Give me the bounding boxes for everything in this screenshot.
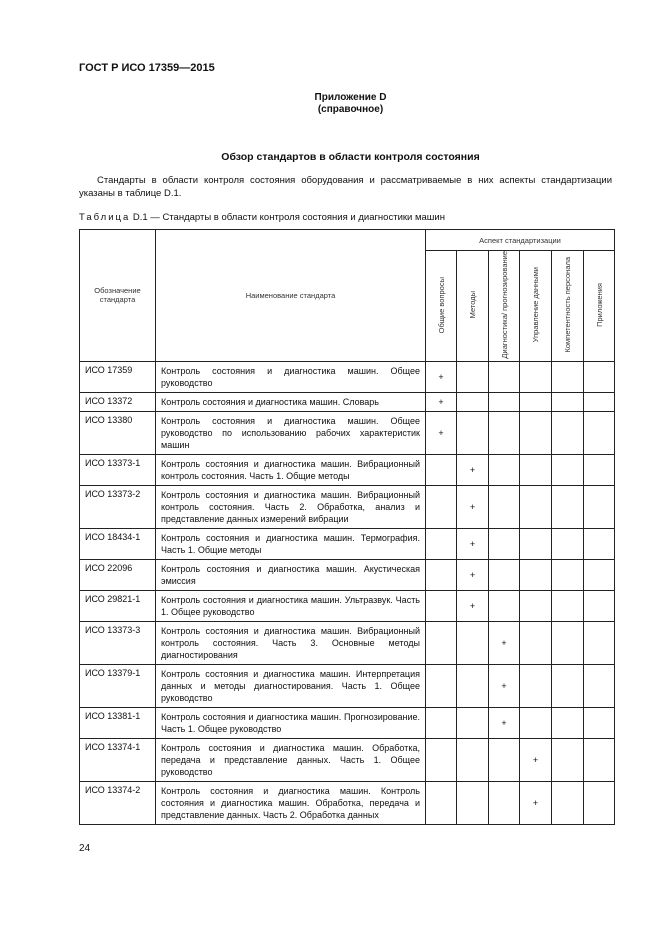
standard-code: ИСО 13381-1: [80, 707, 156, 738]
aspect-cell: [520, 485, 552, 528]
page-number: 24: [79, 843, 91, 854]
aspect-cell: [457, 392, 489, 411]
aspect-label: Приложения: [594, 282, 604, 327]
standard-name: Контроль состояния и диагностика машин. Вибрационный контроль состояния. Часть 2. Обработка, анализ и представление данных измерений вибрации: [156, 485, 426, 528]
aspect-cell: [520, 707, 552, 738]
aspect-cell: [584, 707, 615, 738]
aspect-cell: [552, 664, 584, 707]
caption-text: D.1 — Стандарты в области контроля состояния и диагностики машин: [130, 212, 445, 223]
table-row: [80, 590, 615, 621]
aspect-cell: [552, 590, 584, 621]
aspect-cell: [520, 621, 552, 664]
appendix-heading: [20, 92, 661, 116]
standard-name: Контроль состояния и диагностика машин. Вибрационный контроль состояния. Часть 1. Общие методы: [156, 454, 426, 485]
standard-name: Контроль состояния и диагностика машин. Интерпретация данных и методы диагностирования. Часть 1. Общее руководство: [156, 664, 426, 707]
aspect-cell: [426, 738, 457, 781]
table-row: [80, 781, 615, 824]
aspect-cell: +: [457, 590, 489, 621]
aspect-cell: [552, 361, 584, 392]
table-row: [80, 454, 615, 485]
standard-code: ИСО 13372: [80, 392, 156, 411]
aspect-cell: [584, 590, 615, 621]
standards-table: [79, 229, 615, 825]
aspect-cell: [552, 454, 584, 485]
header-aspect-group: Аспект стандартизации: [426, 230, 615, 251]
aspect-cell: +: [457, 454, 489, 485]
aspect-cell: [457, 707, 489, 738]
document-header: ГОСТ Р ИСО 17359—2015: [79, 62, 215, 74]
aspect-cell: +: [457, 528, 489, 559]
aspect-label: Управление данными: [531, 267, 540, 343]
table-row: [80, 361, 615, 392]
aspect-cell: [489, 738, 520, 781]
aspect-cell: [489, 590, 520, 621]
standard-code: ИСО 13373-2: [80, 485, 156, 528]
aspect-label: Методы: [468, 291, 477, 319]
aspect-cell: [520, 411, 552, 454]
aspect-cell: [552, 707, 584, 738]
aspect-cell: [426, 454, 457, 485]
aspect-cell: [457, 411, 489, 454]
standard-code: ИСО 22096: [80, 559, 156, 590]
standard-name: Контроль состояния и диагностика машин. Общее руководство по использованию рабочих характеристик машин: [156, 411, 426, 454]
header-aspect: [426, 251, 457, 362]
header-aspect: [552, 251, 584, 362]
aspect-cell: [584, 528, 615, 559]
aspect-cell: [489, 454, 520, 485]
standard-code: ИСО 13373-1: [80, 454, 156, 485]
aspect-cell: [552, 738, 584, 781]
standard-code: ИСО 29821-1: [80, 590, 156, 621]
section-title: Обзор стандартов в области контроля состояния: [221, 151, 480, 163]
aspect-cell: +: [489, 707, 520, 738]
appendix-title: Приложение D: [314, 92, 387, 103]
table-row: [80, 485, 615, 528]
aspect-cell: [520, 664, 552, 707]
aspect-cell: +: [457, 485, 489, 528]
aspect-cell: [552, 781, 584, 824]
aspect-cell: [489, 392, 520, 411]
intro-paragraph: Стандарты в области контроля состояния оборудования и рассматриваемые в них аспекты стандартизации указаны в таблице D.1.: [79, 175, 612, 199]
standard-name: Контроль состояния и диагностика машин. Акустическая эмиссия: [156, 559, 426, 590]
aspect-cell: [520, 559, 552, 590]
aspect-cell: [426, 485, 457, 528]
standard-name: Контроль состояния и диагностика машин. Вибрационный контроль состояния. Часть 3. Основные методы диагностирования: [156, 621, 426, 664]
header-code: Обозначение стандарта: [80, 230, 156, 362]
aspect-cell: [489, 528, 520, 559]
standard-name: Контроль состояния и диагностика машин. Контроль состояния и диагностика машин. Обработка, передача и представление данных. Часть 2. Обработка данных: [156, 781, 426, 824]
header-aspect: [584, 251, 615, 362]
standard-name: Контроль состояния и диагностика машин. Ультразвук. Часть 1. Общее руководство: [156, 590, 426, 621]
table-caption: [79, 212, 445, 223]
aspect-cell: [426, 528, 457, 559]
standard-code: ИСО 13379-1: [80, 664, 156, 707]
table-row: [80, 664, 615, 707]
aspect-cell: [426, 664, 457, 707]
standard-code: ИСО 13374-2: [80, 781, 156, 824]
aspect-cell: [584, 664, 615, 707]
table-row: [80, 621, 615, 664]
aspect-cell: [552, 392, 584, 411]
aspect-label: Общие вопросы: [436, 276, 446, 333]
caption-prefix: Таблица: [79, 212, 131, 223]
appendix-subtitle: (справочное): [317, 104, 384, 115]
aspect-cell: [584, 454, 615, 485]
header-aspect: [489, 251, 520, 362]
aspect-cell: [520, 590, 552, 621]
aspect-cell: [426, 781, 457, 824]
aspect-cell: [584, 559, 615, 590]
standard-code: ИСО 17359: [80, 361, 156, 392]
standard-name: Контроль состояния и диагностика машин. Общее руководство: [156, 361, 426, 392]
aspect-cell: +: [426, 392, 457, 411]
aspect-cell: [520, 361, 552, 392]
standard-code: ИСО 13380: [80, 411, 156, 454]
aspect-cell: [457, 361, 489, 392]
aspect-label: Диагностика/ прогнозирование: [499, 251, 509, 359]
aspect-cell: [552, 411, 584, 454]
table-row: [80, 707, 615, 738]
standard-code: ИСО 18434-1: [80, 528, 156, 559]
header-name: Наименование стандарта: [156, 230, 426, 362]
aspect-cell: [520, 454, 552, 485]
standard-name: Контроль состояния и диагностика машин. Термография. Часть 1. Общие методы: [156, 528, 426, 559]
standard-name: Контроль состояния и диагностика машин. Обработка, передача и представление данных. Часть 1. Общее руководство: [156, 738, 426, 781]
table-row: [80, 738, 615, 781]
standard-code: ИСО 13374-1: [80, 738, 156, 781]
aspect-cell: [552, 528, 584, 559]
aspect-cell: [552, 559, 584, 590]
header-aspect: [457, 251, 489, 362]
aspect-label: Компетентность персонала: [563, 257, 572, 353]
table-row: [80, 528, 615, 559]
aspect-cell: [552, 621, 584, 664]
aspect-cell: [489, 485, 520, 528]
aspect-cell: [489, 411, 520, 454]
aspect-cell: +: [426, 411, 457, 454]
aspect-cell: [426, 707, 457, 738]
aspect-cell: [584, 392, 615, 411]
aspect-cell: [520, 528, 552, 559]
table-row: [80, 411, 615, 454]
aspect-cell: [520, 392, 552, 411]
aspect-cell: [584, 738, 615, 781]
aspect-cell: +: [426, 361, 457, 392]
aspect-cell: [457, 664, 489, 707]
aspect-cell: [584, 781, 615, 824]
aspect-cell: [489, 559, 520, 590]
aspect-cell: [584, 411, 615, 454]
aspect-cell: [552, 485, 584, 528]
aspect-cell: [584, 621, 615, 664]
aspect-cell: [489, 781, 520, 824]
table-row: [80, 392, 615, 411]
aspect-cell: [457, 621, 489, 664]
aspect-cell: [426, 559, 457, 590]
table-row: [80, 559, 615, 590]
standard-name: Контроль состояния и диагностика машин. Словарь: [156, 392, 426, 411]
aspect-cell: +: [457, 559, 489, 590]
standard-code: ИСО 13373-3: [80, 621, 156, 664]
aspect-cell: [584, 485, 615, 528]
standard-name: Контроль состояния и диагностика машин. Прогнозирование. Часть 1. Общее руководство: [156, 707, 426, 738]
aspect-cell: [426, 621, 457, 664]
aspect-cell: [489, 361, 520, 392]
aspect-cell: [457, 781, 489, 824]
aspect-cell: +: [520, 738, 552, 781]
aspect-cell: [426, 590, 457, 621]
aspect-cell: +: [489, 621, 520, 664]
header-aspect: [520, 251, 552, 362]
aspect-cell: +: [489, 664, 520, 707]
aspect-cell: [584, 361, 615, 392]
aspect-cell: +: [520, 781, 552, 824]
aspect-cell: [457, 738, 489, 781]
